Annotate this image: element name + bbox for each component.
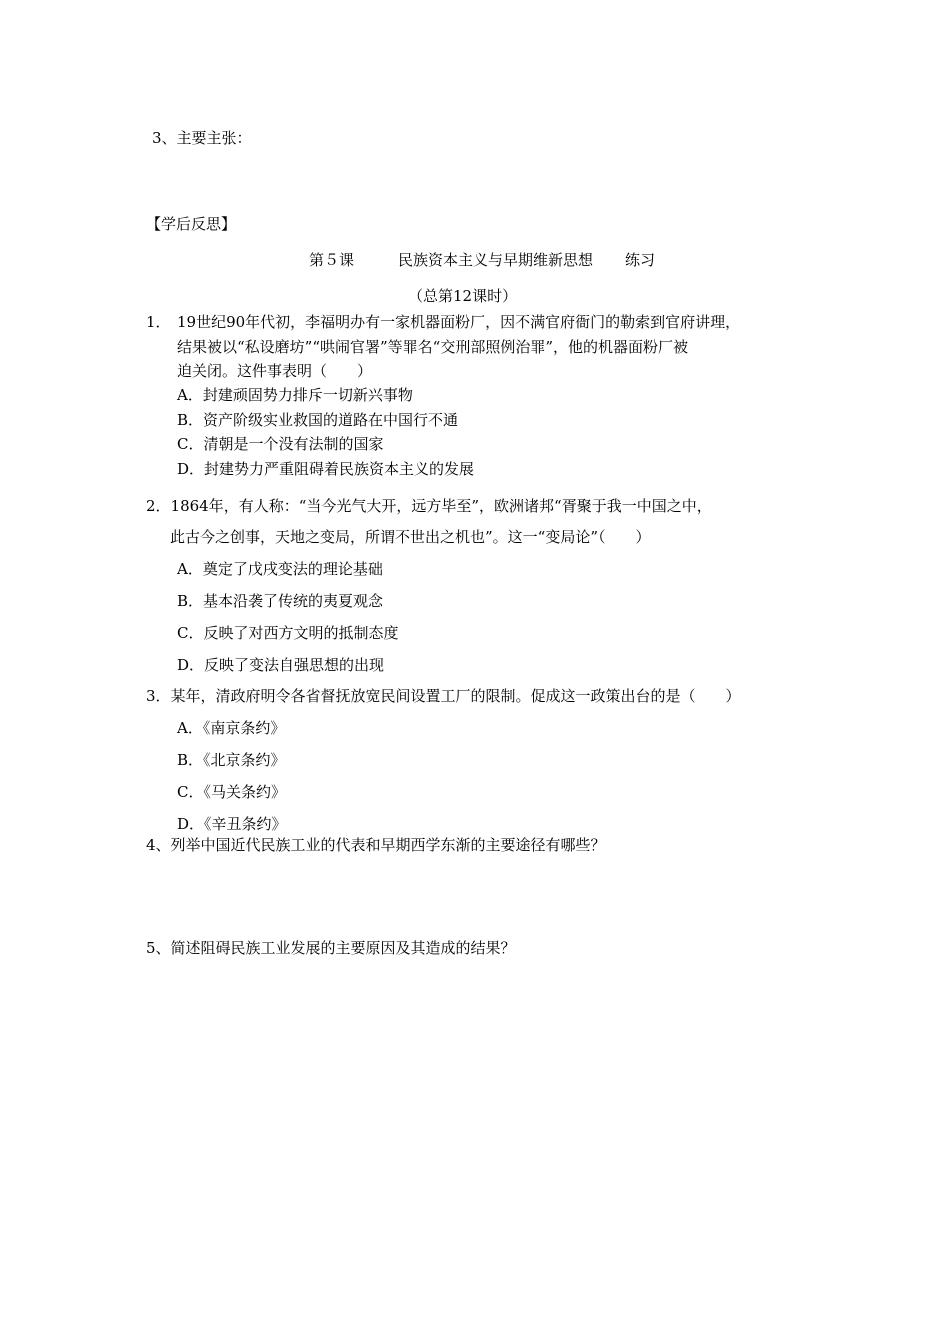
- reflection-heading: 【学后反思】: [146, 215, 237, 233]
- question-2-option-a: A．奠定了戊戌变法的理论基础: [177, 560, 383, 578]
- lesson-title: [0, 250, 950, 270]
- question-2-option-c: C．反映了对西方文明的抵制态度: [177, 624, 399, 642]
- question-3-option-b: B．《北京条约》: [177, 751, 286, 769]
- question-1-option-b: B．资产阶级实业救国的道路在中国行不通: [177, 411, 459, 429]
- question-2-line: 此古今之创事，天地之变局，所谓不世出之机也”。这一“变局论”（ ）: [170, 528, 651, 546]
- question-1-option-c: C．清朝是一个没有法制的国家: [177, 435, 384, 453]
- lesson-subtitle: （总第12课时）: [408, 287, 518, 305]
- lesson-topic: 民族资本主义与早期维新思想: [398, 251, 594, 269]
- question-3-option-d: D．《辛丑条约》: [177, 815, 287, 833]
- question-1-line: 19世纪90年代初，李福明办有一家机器面粉厂，因不满官府衙门的勒索到官府讲理，: [177, 313, 741, 331]
- section-3-heading: 3、主要主张：: [152, 129, 252, 147]
- exercise-label: 练习: [625, 251, 656, 269]
- question-4: 4、列举中国近代民族工业的代表和早期西学东渐的主要途径有哪些？: [146, 836, 606, 854]
- question-2-option-b: B．基本沿袭了传统的夷夏观念: [177, 592, 384, 610]
- question-2-line: 2．1864年，有人称：“当今光气大开，远方毕至”，欧洲诸邦“胥聚于我一中国之中，: [146, 497, 712, 515]
- question-5: 5、简述阻碍民族工业发展的主要原因及其造成的结果？: [146, 939, 516, 957]
- question-2-option-d: D．反映了变法自强思想的出现: [177, 656, 385, 674]
- question-1-line: 迫关闭。这件事表明（ ）: [177, 362, 373, 380]
- question-3-option-c: C．《马关条约》: [177, 783, 286, 801]
- question-1-number: 1．: [146, 313, 171, 331]
- question-1-option-d: D．封建势力严重阻碍着民族资本主义的发展: [177, 460, 475, 478]
- question-1-option-a: A．封建顽固势力排斥一切新兴事物: [177, 386, 413, 404]
- question-1-line: 结果被以“私设磨坊”“哄闹官署”等罪名“交刑部照例治罪”，他的机器面粉厂被: [177, 338, 689, 356]
- question-3-line: 3．某年，清政府明令各省督抚放宽民间设置工厂的限制。促成这一政策出台的是（ ）: [146, 687, 741, 705]
- lesson-number: 第５课: [309, 251, 355, 269]
- question-3-option-a: A．《南京条约》: [177, 719, 286, 737]
